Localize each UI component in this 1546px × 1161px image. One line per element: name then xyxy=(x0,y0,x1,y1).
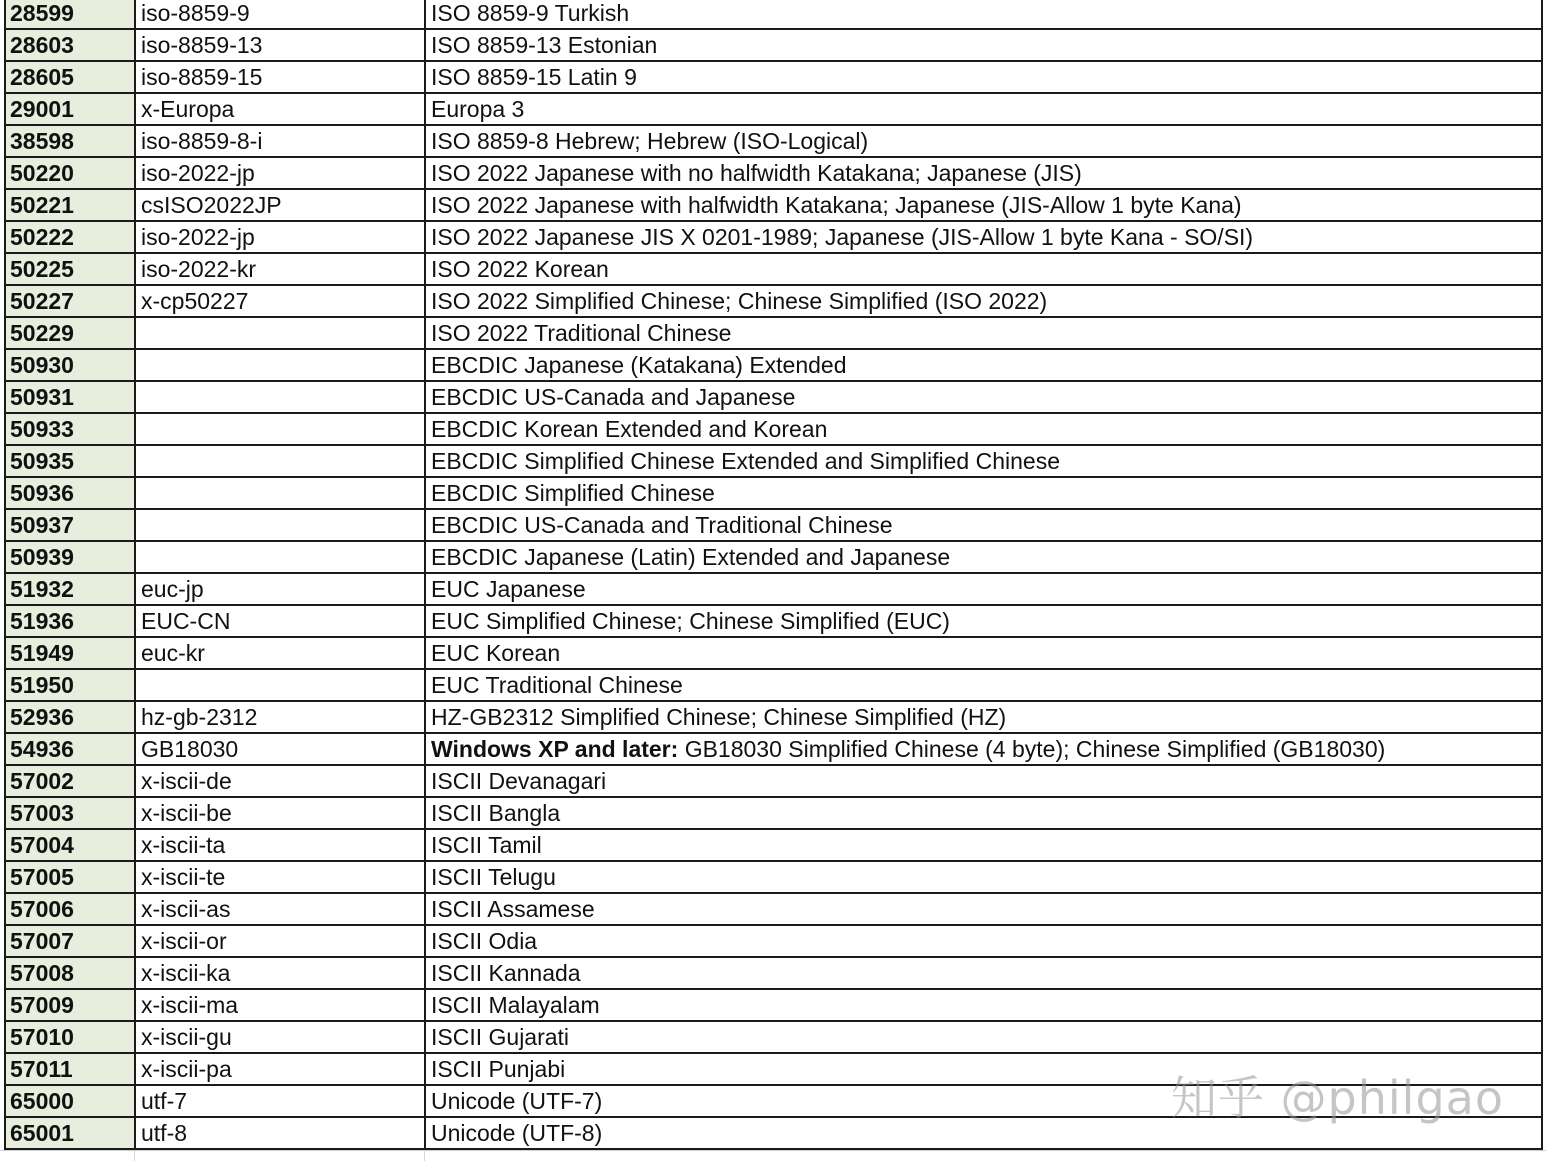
code-page-id-cell[interactable]: 50939 xyxy=(5,541,135,573)
encoding-name-cell[interactable]: x-iscii-gu xyxy=(135,1021,425,1053)
description-cell[interactable]: ISCII Odia xyxy=(425,925,1542,957)
encoding-name-cell[interactable] xyxy=(135,541,425,573)
table-row xyxy=(5,701,1542,733)
description-bold-prefix: Windows XP and later: xyxy=(431,736,679,762)
table-row xyxy=(5,925,1542,957)
code-page-id-cell[interactable]: 50930 xyxy=(5,349,135,381)
description-cell[interactable]: Europa 3 xyxy=(425,93,1542,125)
encoding-name-cell[interactable]: euc-jp xyxy=(135,573,425,605)
table-row xyxy=(5,445,1542,477)
description-cell[interactable]: ISO 8859-8 Hebrew; Hebrew (ISO-Logical) xyxy=(425,125,1542,157)
table-row xyxy=(5,61,1542,93)
encoding-name-cell[interactable] xyxy=(135,477,425,509)
encoding-name-cell[interactable]: iso-8859-9 xyxy=(135,0,425,29)
description-cell[interactable]: ISO 8859-9 Turkish xyxy=(425,0,1542,29)
table-row xyxy=(5,541,1542,573)
encoding-name-cell[interactable]: x-Europa xyxy=(135,93,425,125)
encoding-name-cell[interactable] xyxy=(135,317,425,349)
table-row xyxy=(5,669,1542,701)
code-page-id-cell[interactable]: 51932 xyxy=(5,573,135,605)
table-row xyxy=(5,477,1542,509)
code-page-id-cell[interactable]: 29001 xyxy=(5,93,135,125)
description-cell[interactable]: ISO 2022 Japanese with no halfwidth Katakana; Japanese (JIS) xyxy=(425,157,1542,189)
encoding-name-cell[interactable]: x-iscii-de xyxy=(135,765,425,797)
code-page-id-cell[interactable]: 28603 xyxy=(5,29,135,61)
table-row xyxy=(5,29,1542,61)
table-row xyxy=(5,381,1542,413)
table-row xyxy=(5,573,1542,605)
encoding-name-cell[interactable]: iso-8859-8-i xyxy=(135,125,425,157)
encoding-name-cell[interactable]: x-iscii-te xyxy=(135,861,425,893)
code-page-id-cell[interactable]: 50936 xyxy=(5,477,135,509)
table-row xyxy=(5,317,1542,349)
code-page-id-cell[interactable]: 50220 xyxy=(5,157,135,189)
code-page-id-cell[interactable]: 50227 xyxy=(5,285,135,317)
description-cell[interactable]: EUC Japanese xyxy=(425,573,1542,605)
table-row xyxy=(5,221,1542,253)
code-page-id-cell[interactable]: 65000 xyxy=(5,1085,135,1117)
code-page-id-cell[interactable]: 57008 xyxy=(5,957,135,989)
encoding-name-cell[interactable]: GB18030 xyxy=(135,733,425,765)
description-cell[interactable]: ISO 2022 Japanese JIS X 0201-1989; Japanese (JIS-Allow 1 byte Kana - SO/SI) xyxy=(425,221,1542,253)
encoding-name-cell[interactable]: x-iscii-ma xyxy=(135,989,425,1021)
code-page-id-cell[interactable]: 50933 xyxy=(5,413,135,445)
description-cell[interactable]: EBCDIC US-Canada and Traditional Chinese xyxy=(425,509,1542,541)
description-cell[interactable]: ISCII Bangla xyxy=(425,797,1542,829)
watermark: 知乎 @philgao xyxy=(1170,1071,1504,1125)
description-cell[interactable]: EUC Simplified Chinese; Chinese Simplified (EUC) xyxy=(425,605,1542,637)
table-row xyxy=(5,957,1542,989)
code-page-id-cell[interactable]: 38598 xyxy=(5,125,135,157)
table-row xyxy=(5,733,1542,765)
table-row xyxy=(5,605,1542,637)
description-cell[interactable]: ISCII Devanagari xyxy=(425,765,1542,797)
encoding-name-cell[interactable]: iso-2022-jp xyxy=(135,157,425,189)
encoding-name-cell[interactable]: hz-gb-2312 xyxy=(135,701,425,733)
encoding-name-cell[interactable]: x-iscii-as xyxy=(135,893,425,925)
description-text: GB18030 Simplified Chinese (4 byte); Chinese Simplified (GB18030) xyxy=(684,736,1386,762)
description-cell[interactable]: ISO 8859-13 Estonian xyxy=(425,29,1542,61)
empty-grid-row xyxy=(0,1150,1546,1161)
encoding-name-cell[interactable] xyxy=(135,445,425,477)
encoding-name-cell[interactable]: iso-8859-13 xyxy=(135,29,425,61)
encoding-name-cell[interactable] xyxy=(135,669,425,701)
encoding-name-cell[interactable] xyxy=(135,413,425,445)
code-page-id-cell[interactable]: 57006 xyxy=(5,893,135,925)
table-row xyxy=(5,1021,1542,1053)
description-cell[interactable]: EBCDIC Japanese (Katakana) Extended xyxy=(425,349,1542,381)
table-body xyxy=(5,0,1542,1149)
table-row xyxy=(5,413,1542,445)
table-row xyxy=(5,829,1542,861)
table-row xyxy=(5,637,1542,669)
encoding-name-cell[interactable]: x-iscii-ka xyxy=(135,957,425,989)
encoding-name-cell[interactable]: iso-2022-jp xyxy=(135,221,425,253)
code-page-id-cell[interactable]: 57005 xyxy=(5,861,135,893)
description-cell[interactable]: EBCDIC Simplified Chinese Extended and Simplified Chinese xyxy=(425,445,1542,477)
description-cell[interactable]: EBCDIC Japanese (Latin) Extended and Japanese xyxy=(425,541,1542,573)
code-page-id-cell[interactable]: 50222 xyxy=(5,221,135,253)
code-page-id-cell[interactable]: 50937 xyxy=(5,509,135,541)
encoding-name-cell[interactable]: utf-8 xyxy=(135,1117,425,1149)
description-cell[interactable]: HZ-GB2312 Simplified Chinese; Chinese Simplified (HZ) xyxy=(425,701,1542,733)
code-page-id-cell[interactable]: 57003 xyxy=(5,797,135,829)
encoding-name-cell[interactable]: euc-kr xyxy=(135,637,425,669)
table-row xyxy=(5,189,1542,221)
code-page-id-cell[interactable]: 54936 xyxy=(5,733,135,765)
table-row xyxy=(5,765,1542,797)
code-page-id-cell[interactable]: 57007 xyxy=(5,925,135,957)
description-cell[interactable] xyxy=(425,733,1542,765)
encoding-name-cell[interactable]: iso-8859-15 xyxy=(135,61,425,93)
table-row xyxy=(5,253,1542,285)
table-row xyxy=(5,797,1542,829)
code-page-id-cell[interactable]: 50931 xyxy=(5,381,135,413)
description-cell[interactable]: EBCDIC US-Canada and Japanese xyxy=(425,381,1542,413)
table-row xyxy=(5,285,1542,317)
description-cell[interactable]: ISCII Malayalam xyxy=(425,989,1542,1021)
description-cell[interactable]: ISO 2022 Simplified Chinese; Chinese Simplified (ISO 2022) xyxy=(425,285,1542,317)
description-cell[interactable]: EUC Traditional Chinese xyxy=(425,669,1542,701)
code-page-id-cell[interactable]: 51949 xyxy=(5,637,135,669)
code-page-id-cell[interactable]: 57010 xyxy=(5,1021,135,1053)
code-page-id-cell[interactable]: 50221 xyxy=(5,189,135,221)
table-row xyxy=(5,157,1542,189)
encoding-name-cell[interactable] xyxy=(135,509,425,541)
description-cell[interactable]: ISO 8859-15 Latin 9 xyxy=(425,61,1542,93)
description-cell[interactable]: ISO 2022 Traditional Chinese xyxy=(425,317,1542,349)
description-cell[interactable]: ISCII Tamil xyxy=(425,829,1542,861)
code-page-id-cell[interactable]: 52936 xyxy=(5,701,135,733)
encoding-name-cell[interactable] xyxy=(135,381,425,413)
description-cell[interactable]: ISCII Gujarati xyxy=(425,1021,1542,1053)
code-page-table xyxy=(4,0,1543,1150)
encoding-name-cell[interactable] xyxy=(135,349,425,381)
table-row xyxy=(5,93,1542,125)
description-cell[interactable]: EBCDIC Korean Extended and Korean xyxy=(425,413,1542,445)
table-row xyxy=(5,0,1542,29)
description-cell[interactable]: ISCII Punjabi xyxy=(425,1053,1542,1085)
code-page-id-cell[interactable]: 28605 xyxy=(5,61,135,93)
table-row xyxy=(5,989,1542,1021)
description-cell[interactable]: Unicode (UTF-7) xyxy=(425,1085,1542,1117)
description-cell[interactable]: ISCII Kannada xyxy=(425,957,1542,989)
code-page-id-cell[interactable]: 65001 xyxy=(5,1117,135,1149)
code-page-id-cell[interactable]: 28599 xyxy=(5,0,135,29)
code-page-id-cell[interactable]: 57004 xyxy=(5,829,135,861)
table-row xyxy=(5,893,1542,925)
encoding-name-cell[interactable]: EUC-CN xyxy=(135,605,425,637)
code-page-id-cell[interactable]: 57011 xyxy=(5,1053,135,1085)
description-cell[interactable]: EUC Korean xyxy=(425,637,1542,669)
code-page-id-cell[interactable]: 50229 xyxy=(5,317,135,349)
encoding-name-cell[interactable]: x-iscii-or xyxy=(135,925,425,957)
description-cell[interactable]: ISO 2022 Korean xyxy=(425,253,1542,285)
table-row xyxy=(5,125,1542,157)
description-cell[interactable]: ISCII Assamese xyxy=(425,893,1542,925)
code-page-id-cell[interactable]: 57009 xyxy=(5,989,135,1021)
code-page-id-cell[interactable]: 50935 xyxy=(5,445,135,477)
code-page-id-cell[interactable]: 51950 xyxy=(5,669,135,701)
encoding-name-cell[interactable]: iso-2022-kr xyxy=(135,253,425,285)
description-cell[interactable]: ISO 2022 Japanese with halfwidth Katakana; Japanese (JIS-Allow 1 byte Kana) xyxy=(425,189,1542,221)
table-row xyxy=(5,349,1542,381)
code-page-id-cell[interactable]: 50225 xyxy=(5,253,135,285)
encoding-name-cell[interactable]: x-iscii-be xyxy=(135,797,425,829)
encoding-name-cell[interactable]: x-cp50227 xyxy=(135,285,425,317)
table-row xyxy=(5,861,1542,893)
description-cell[interactable]: Unicode (UTF-8) xyxy=(425,1117,1542,1149)
encoding-name-cell[interactable]: x-iscii-pa xyxy=(135,1053,425,1085)
description-cell[interactable]: EBCDIC Simplified Chinese xyxy=(425,477,1542,509)
encoding-name-cell[interactable]: csISO2022JP xyxy=(135,189,425,221)
code-page-id-cell[interactable]: 57002 xyxy=(5,765,135,797)
code-page-id-cell[interactable]: 51936 xyxy=(5,605,135,637)
encoding-name-cell[interactable]: x-iscii-ta xyxy=(135,829,425,861)
description-cell[interactable]: ISCII Telugu xyxy=(425,861,1542,893)
table-row xyxy=(5,509,1542,541)
encoding-name-cell[interactable]: utf-7 xyxy=(135,1085,425,1117)
